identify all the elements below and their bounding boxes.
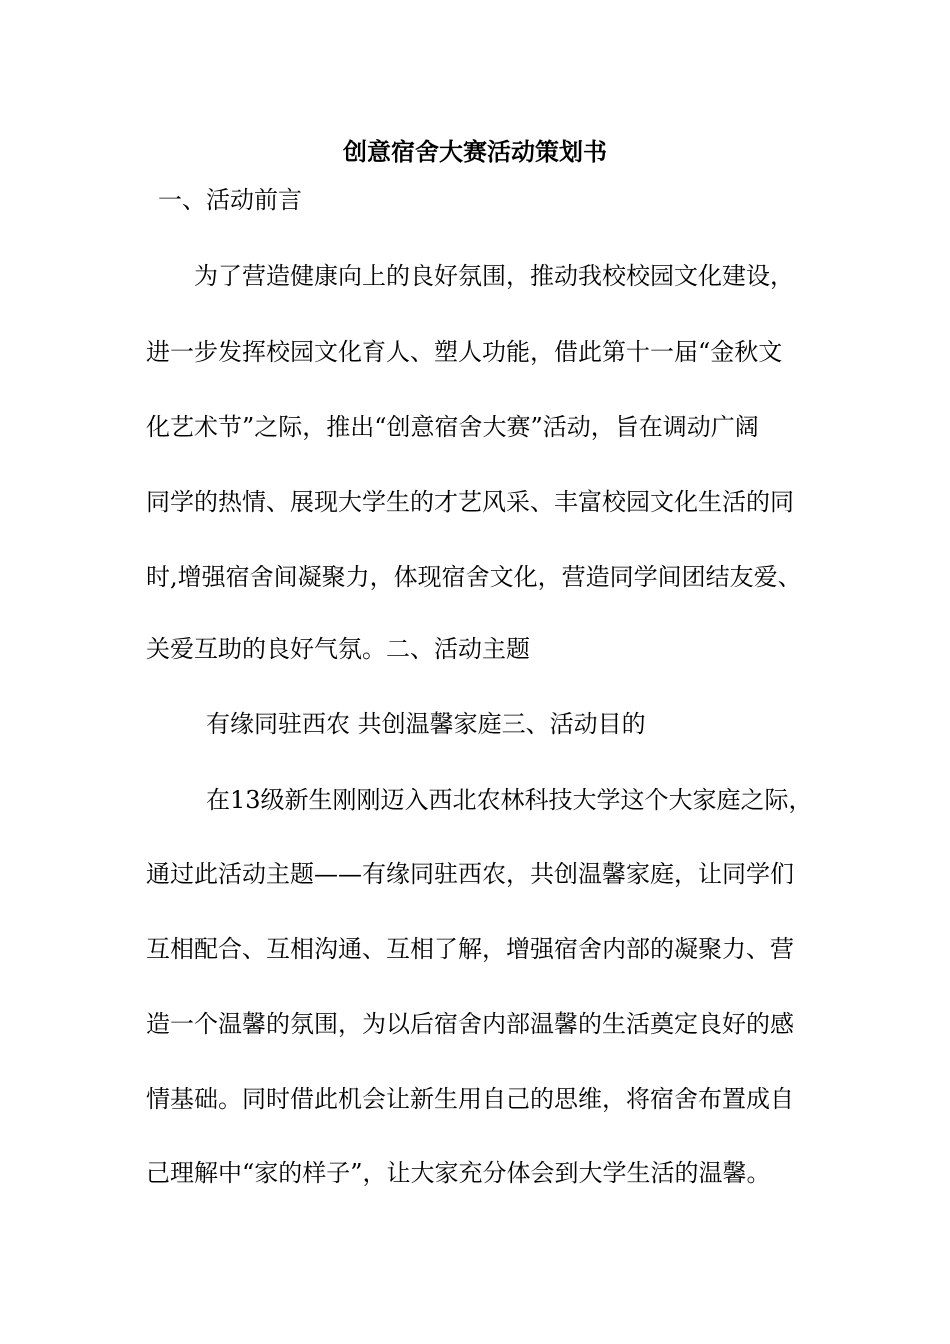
paragraph-line: 己理解中“家的样子”，让大家充分体会到大学生活的温馨。 xyxy=(146,1159,771,1187)
paragraph-line: 时,增强宿舍间凝聚力，体现宿舍文化，营造同学间团结友爱、 xyxy=(146,563,802,591)
paragraph-line: 情基础。同时借此机会让新生用自己的思维，将宿舍布置成自 xyxy=(146,1085,794,1113)
paragraph-line: 通过此活动主题——有缘同驻西农，共创温馨家庭，让同学们 xyxy=(146,860,794,888)
document-title: 创意宿舍大赛活动策划书 xyxy=(343,137,607,166)
section-heading-preface: 一、活动前言 xyxy=(158,186,302,214)
paragraph-line: 化艺术节”之际，推出“创意宿舍大赛”活动，旨在调动广阔 xyxy=(146,413,759,441)
paragraph-line: 进一步发挥校园文化育人、塑人功能，借此第十一届“金秋文 xyxy=(146,338,783,366)
paragraph-line: 有缘同驻西农 共创温馨家庭三、活动目的 xyxy=(206,710,646,738)
paragraph-line: 造一个温馨的氛围，为以后宿舍内部温馨的生活奠定良好的感 xyxy=(146,1010,794,1038)
paragraph-line: 同学的热情、展现大学生的才艺风采、丰富校园文化生活的同 xyxy=(146,488,794,516)
paragraph-line: 互相配合、互相沟通、互相了解，增强宿舍内部的凝聚力、营 xyxy=(146,935,794,963)
paragraph-line: 在13级新生刚刚迈入西北农林科技大学这个大家庭之际， xyxy=(206,786,813,814)
paragraph-line: 关爱互助的良好气氛。二、活动主题 xyxy=(146,635,530,663)
paragraph-line: 为了营造健康向上的良好氛围，推动我校校园文化建设， xyxy=(194,262,794,290)
